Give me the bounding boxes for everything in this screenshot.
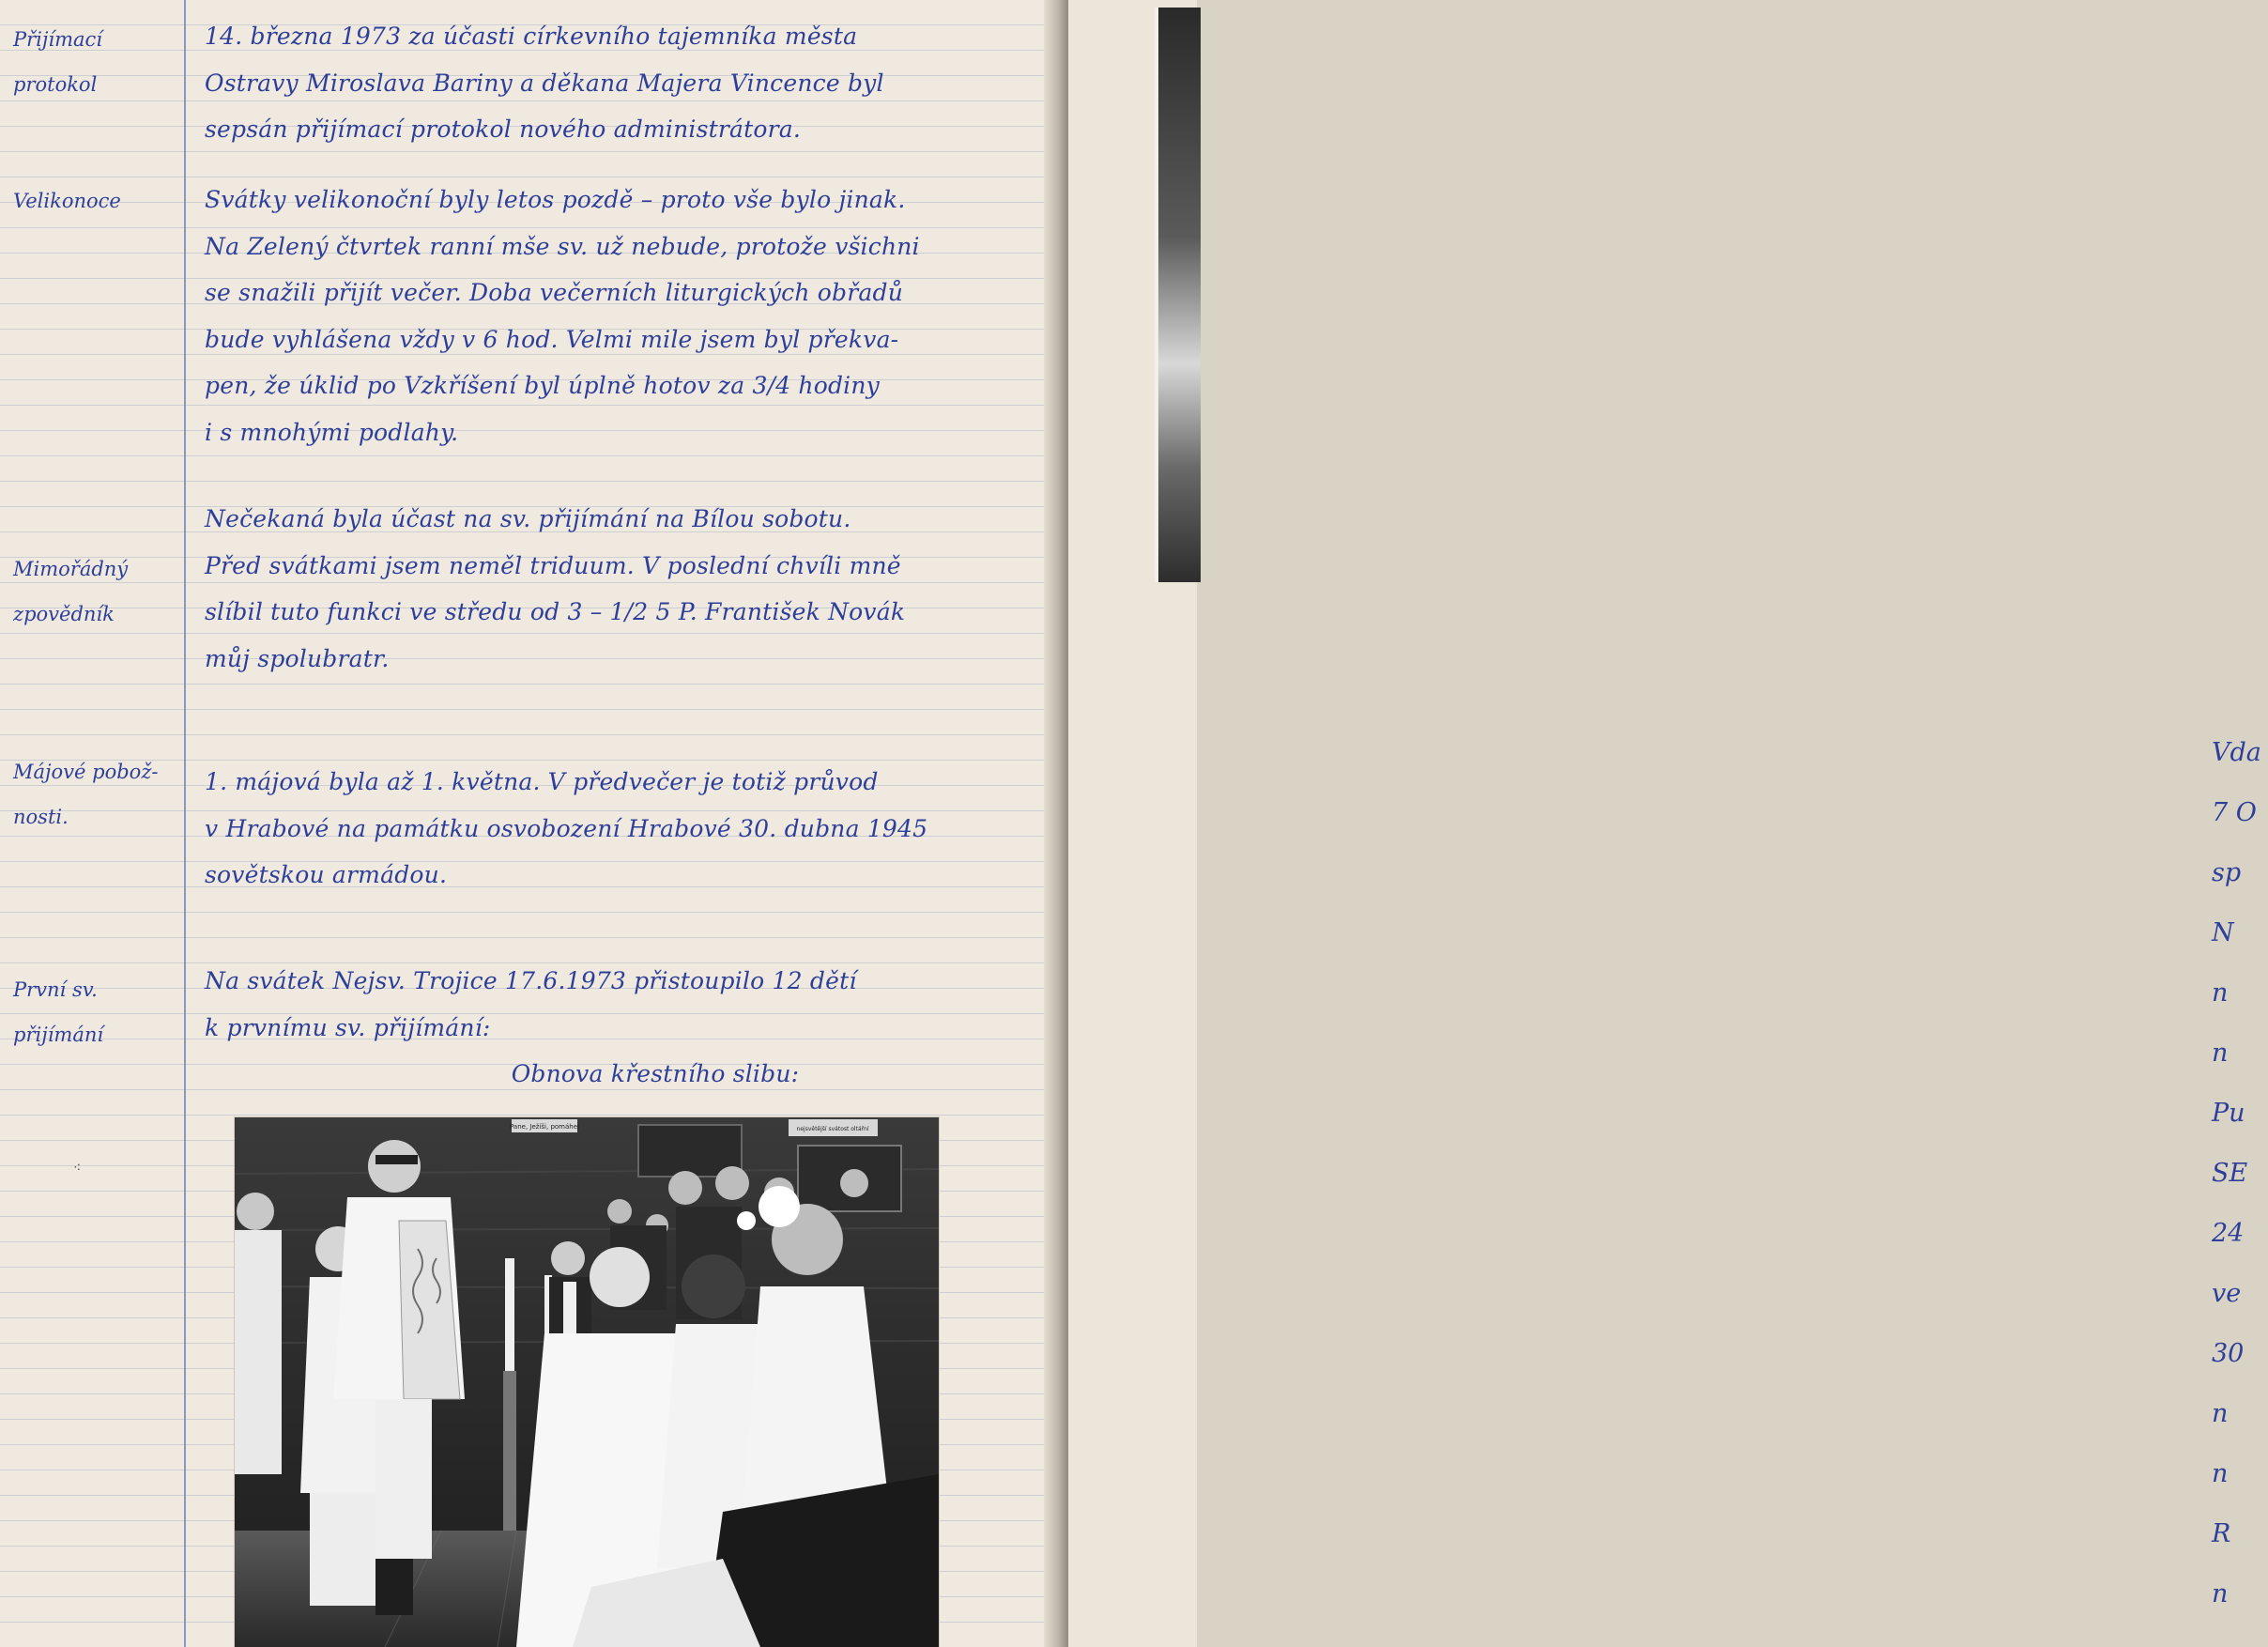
margin-note-prvni-sv-prijimani: První sv. přijímání: [13, 978, 104, 1046]
first-communion-photo: [235, 1117, 939, 1647]
ink-speck: ⁖: [73, 1161, 82, 1176]
text-line: slíbil tuto funkci ve středu od 3 – 1/2 5 P. František Novák: [205, 598, 906, 625]
text-line: můj spolubratr.: [205, 644, 390, 672]
text-line: i s mnohými podlahy.: [205, 418, 459, 446]
margin-note-mimoradny-zpovednik: Mimořádný zpovědník: [13, 558, 129, 625]
text-line: se snažili přijít večer. Doba večerních liturgických obřadů: [205, 279, 904, 306]
entry-mimoradny-zpovednik: [205, 496, 1031, 682]
text-line: 1. májová byla až 1. května. V předvečer je totiž průvod: [205, 768, 879, 795]
text-line: Před svátkami jsem neměl triduum. V poslední chvíli mně: [205, 551, 901, 579]
church-scene-icon: [235, 1117, 939, 1647]
text-line: Na Zelený čtvrtek ranní mše sv. už nebude, protože všichni: [205, 232, 920, 260]
adjacent-photo-edge: [1155, 8, 1201, 582]
entry-velikonoce: [205, 177, 1031, 455]
photo-sign: nejsvětější svátost oltářní: [796, 1126, 869, 1132]
entry-prijimaci-protokol: [205, 13, 1031, 153]
text-line: k prvnímu sv. přijímání:: [205, 1013, 491, 1041]
entry-majove-poboznosti: [205, 759, 1031, 899]
entry-prvni-sv-prijimani: [205, 958, 1031, 1098]
text-line: Svátky velikonoční byly letos pozdě – proto vše bylo jinak.: [205, 186, 906, 213]
text-line: sovětskou armádou.: [205, 861, 448, 888]
text-line: bude vyhlášena vždy v 6 hod. Velmi mile jsem byl překva-: [205, 325, 899, 353]
page-fold-shadow: [1044, 0, 1068, 1647]
margin-rule: [184, 0, 186, 1647]
text-line: Ostravy Miroslava Bariny a děkana Majera Vincence byl: [205, 69, 884, 97]
text-line: v Hrabové na památku osvobození Hrabové 30. dubna 1945: [205, 814, 928, 842]
photo-image: [235, 1117, 939, 1647]
adjacent-page-text: Vda 7 O sp N n n Pu SE 24 ve 30 n n R n: [2212, 738, 2261, 1609]
text-line: 14. března 1973 za účasti církevního tajemníka města: [205, 23, 858, 50]
margin-note-majove-poboznosti: Májové pobož- nosti.: [13, 761, 159, 828]
photo-caption: Obnova křestního slibu:: [511, 1060, 800, 1087]
text-line: Nečekaná byla účast na sv. přijímání na Bílou sobotu.: [205, 505, 851, 532]
photo-sign: Pane, Ježíši, pomáhej: [510, 1123, 579, 1131]
text-line: Na svátek Nejsv. Trojice 17.6.1973 přistoupilo 12 dětí: [205, 967, 857, 994]
text-line: pen, že úklid po Vzkříšení byl úplně hotov za 3/4 hodiny: [205, 372, 881, 399]
chronicle-page: [0, 0, 1068, 1647]
margin-note-velikonoce: Velikonoce: [13, 190, 121, 212]
text-line: sepsán přijímací protokol nového administrátora.: [205, 115, 802, 143]
margin-note-prijimaci-protokol: Přijímací protokol: [13, 28, 103, 96]
